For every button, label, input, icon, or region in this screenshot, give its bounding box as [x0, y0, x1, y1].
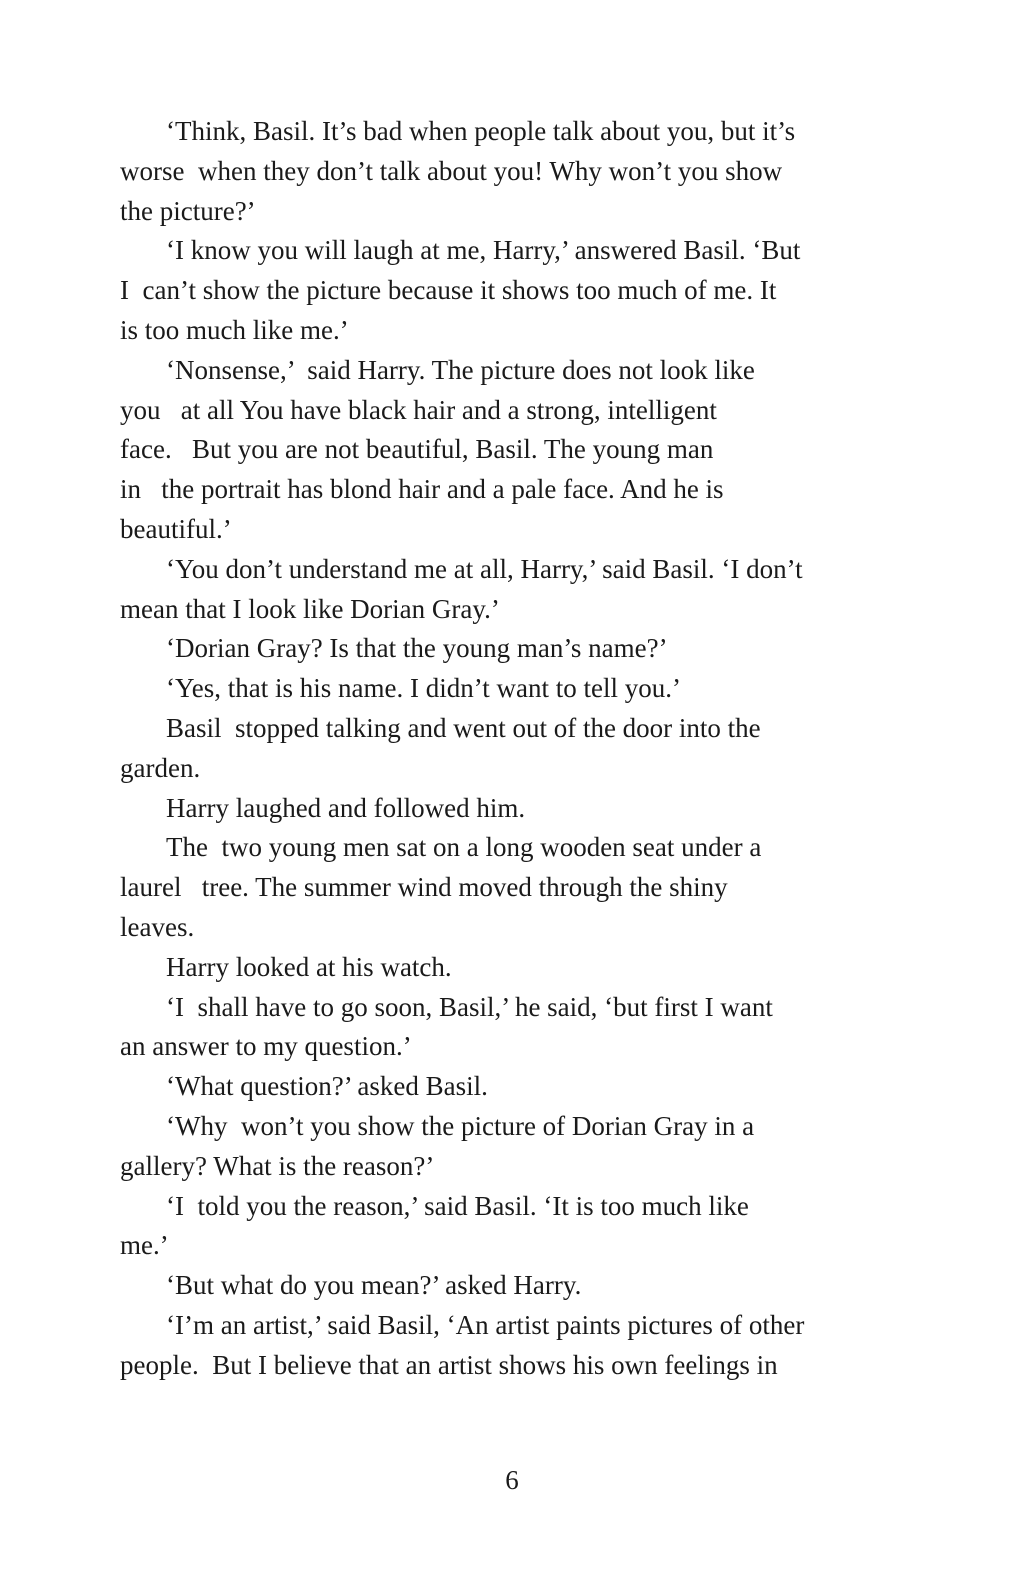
page-number: 6: [505, 1465, 519, 1495]
text-line: leaves.: [120, 911, 195, 942]
text-line: beautiful.’: [120, 513, 232, 544]
text-line: worse when they don’t talk about you! Why won’t you show: [120, 155, 783, 186]
text-line: ‘Yes, that is his name. I didn’t want to tell you.’: [166, 673, 681, 704]
text-line: laurel tree. The summer wind moved through the shiny: [120, 872, 728, 903]
text-line: gallery? What is the reason?’: [120, 1150, 435, 1181]
text-line: Harry looked at his watch.: [166, 951, 452, 982]
text-line: ‘Why won’t you show the picture of Dorian Gray in a: [166, 1110, 755, 1141]
text-line: ‘Dorian Gray? Is that the young man’s name?’: [166, 633, 668, 664]
text-line: garden.: [120, 752, 201, 783]
text-line: people. But I believe that an artist shows his own feelings in: [120, 1349, 778, 1380]
text-line: ‘What question?’ asked Basil.: [166, 1071, 488, 1102]
text-line: Harry laughed and followed him.: [166, 792, 526, 823]
body-text: [0, 112, 1024, 1386]
text-line: ‘I know you will laugh at me, Harry,’ answered Basil. ‘But: [166, 235, 801, 266]
text-line: ‘I shall have to go soon, Basil,’ he said, ‘but first I want: [166, 991, 773, 1022]
text-line: ‘I’m an artist,’ said Basil, ‘An artist paints pictures of other: [166, 1309, 805, 1340]
text-line: you at all You have black hair and a strong, intelligent: [120, 394, 717, 425]
text-line: ‘I told you the reason,’ said Basil. ‘It is too much like: [166, 1190, 749, 1221]
text-line: ‘Nonsense,’ said Harry. The picture does not look like: [166, 354, 755, 385]
text-line: ‘You don’t understand me at all, Harry,’ said Basil. ‘I don’t: [166, 553, 803, 584]
text-line: ‘Think, Basil. It’s bad when people talk about you, but it’s: [166, 116, 796, 146]
text-line: is too much like me.’: [120, 314, 349, 345]
text-line: mean that I look like Dorian Gray.’: [120, 593, 500, 624]
text-line: an answer to my question.’: [120, 1031, 412, 1062]
text-line: The two young men sat on a long wooden seat under a: [166, 832, 762, 863]
text-line: Basil stopped talking and went out of the door into the: [166, 712, 761, 743]
text-line: the picture?’: [120, 195, 256, 226]
text-line: I can’t show the picture because it shows too much of me. It: [120, 275, 777, 306]
text-line: in the portrait has blond hair and a pale face. And he is: [120, 474, 724, 505]
text-line: face. But you are not beautiful, Basil. The young man: [120, 434, 714, 465]
text-line: ‘But what do you mean?’ asked Harry.: [166, 1270, 582, 1301]
text-line: me.’: [120, 1230, 169, 1261]
